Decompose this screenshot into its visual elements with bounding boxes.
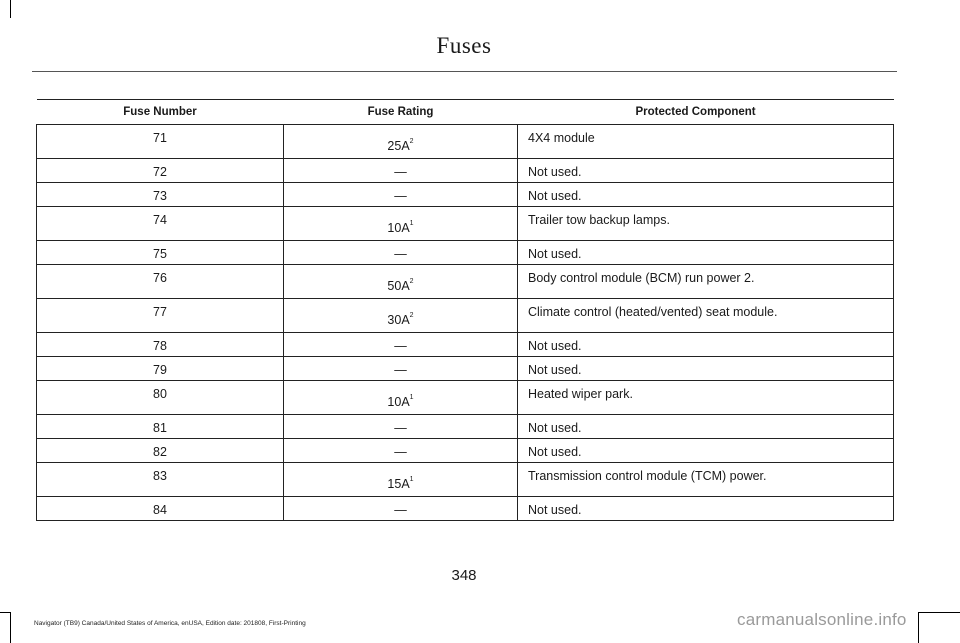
table-row [37,265,894,299]
table-row [37,463,894,497]
fuse-table-body [37,125,894,521]
fuse-number-cell: 83 [37,463,284,497]
fuse-number-cell: 72 [37,159,284,183]
fuse-rating-value: 10A [387,395,410,409]
watermark: carmanualsonline.info [737,610,907,629]
footer-edition-text: Navigator (TB9) Canada/United States of America, enUSA, Edition date: 201808, First-Printing [34,620,306,627]
protected-component-cell: 4X4 module [518,125,894,159]
table-row [37,125,894,159]
table-row [37,159,894,183]
protected-component-cell: Not used. [518,241,894,265]
footnote-marker: 2 [409,312,414,319]
fuse-rating-value: — [394,503,407,517]
fuse-rating-cell [284,381,518,415]
protected-component-cell: Body control module (BCM) run power 2. [518,265,894,299]
title-divider [32,71,897,72]
fuse-rating-value: 50A [387,279,410,293]
protected-component-cell: Not used. [518,159,894,183]
fuse-number-cell: 71 [37,125,284,159]
header-protected-component: Protected Component [518,100,894,125]
footnote-marker: 1 [409,476,414,483]
fuse-number-cell: 77 [37,299,284,333]
table-row [37,357,894,381]
crop-mark-top-left [10,0,11,18]
fuse-rating-cell [284,439,518,463]
table-header-row [37,100,894,125]
fuse-number-cell: 80 [37,381,284,415]
protected-component-cell: Trailer tow backup lamps. [518,207,894,241]
protected-component-cell: Not used. [518,439,894,463]
protected-component-cell: Transmission control module (TCM) power. [518,463,894,497]
protected-component-cell: Not used. [518,357,894,381]
fuse-rating-value: 25A [387,139,410,153]
protected-component-cell: Not used. [518,183,894,207]
fuse-rating-cell [284,125,518,159]
fuse-number-cell: 78 [37,333,284,357]
fuse-number-cell: 81 [37,415,284,439]
fuse-number-cell: 73 [37,183,284,207]
fuse-rating-value: — [394,421,407,435]
footnote-marker: 1 [409,394,414,401]
fuse-number-cell: 75 [37,241,284,265]
header-fuse-number: Fuse Number [37,100,284,125]
fuse-rating-value: — [394,363,407,377]
protected-component-cell: Not used. [518,333,894,357]
fuse-number-cell: 76 [37,265,284,299]
fuse-rating-cell [284,265,518,299]
table-row [37,183,894,207]
fuse-rating-cell [284,241,518,265]
fuse-number-cell: 82 [37,439,284,463]
page-title: Fuses [436,33,492,58]
fuse-rating-cell [284,357,518,381]
fuse-rating-cell [284,463,518,497]
fuse-rating-cell [284,207,518,241]
protected-component-cell: Heated wiper park. [518,381,894,415]
header-fuse-rating: Fuse Rating [284,100,518,125]
table-row [37,207,894,241]
fuse-rating-cell [284,497,518,521]
protected-component-cell: Not used. [518,497,894,521]
crop-mark-bottom-right [918,612,919,643]
page-number: 348 [451,567,477,584]
fuse-table [36,99,894,521]
fuse-rating-value: — [394,339,407,353]
table-row [37,497,894,521]
fuse-number-cell: 84 [37,497,284,521]
fuse-rating-value: — [394,189,407,203]
fuse-rating-value: 30A [387,313,410,327]
fuse-rating-cell [284,299,518,333]
footnote-marker: 2 [409,138,414,145]
fuse-rating-value: — [394,445,407,459]
fuse-number-cell: 74 [37,207,284,241]
table-row [37,415,894,439]
table-row [37,333,894,357]
footnote-marker: 1 [409,220,414,227]
table-row [37,439,894,463]
table-row [37,299,894,333]
fuse-rating-cell [284,159,518,183]
fuse-rating-value: 10A [387,221,410,235]
table-row [37,381,894,415]
crop-mark-bottom-right-h [918,612,960,613]
footnote-marker: 2 [409,278,414,285]
fuse-rating-cell [284,183,518,207]
fuse-rating-value: — [394,247,407,261]
protected-component-cell: Not used. [518,415,894,439]
fuse-rating-value: 15A [387,477,410,491]
fuse-rating-cell [284,415,518,439]
protected-component-cell: Climate control (heated/vented) seat module. [518,299,894,333]
fuse-rating-value: — [394,165,407,179]
crop-mark-bottom-left [10,612,11,643]
table-row [37,241,894,265]
fuse-number-cell: 79 [37,357,284,381]
crop-mark-bottom-left-h [0,612,11,613]
fuse-rating-cell [284,333,518,357]
